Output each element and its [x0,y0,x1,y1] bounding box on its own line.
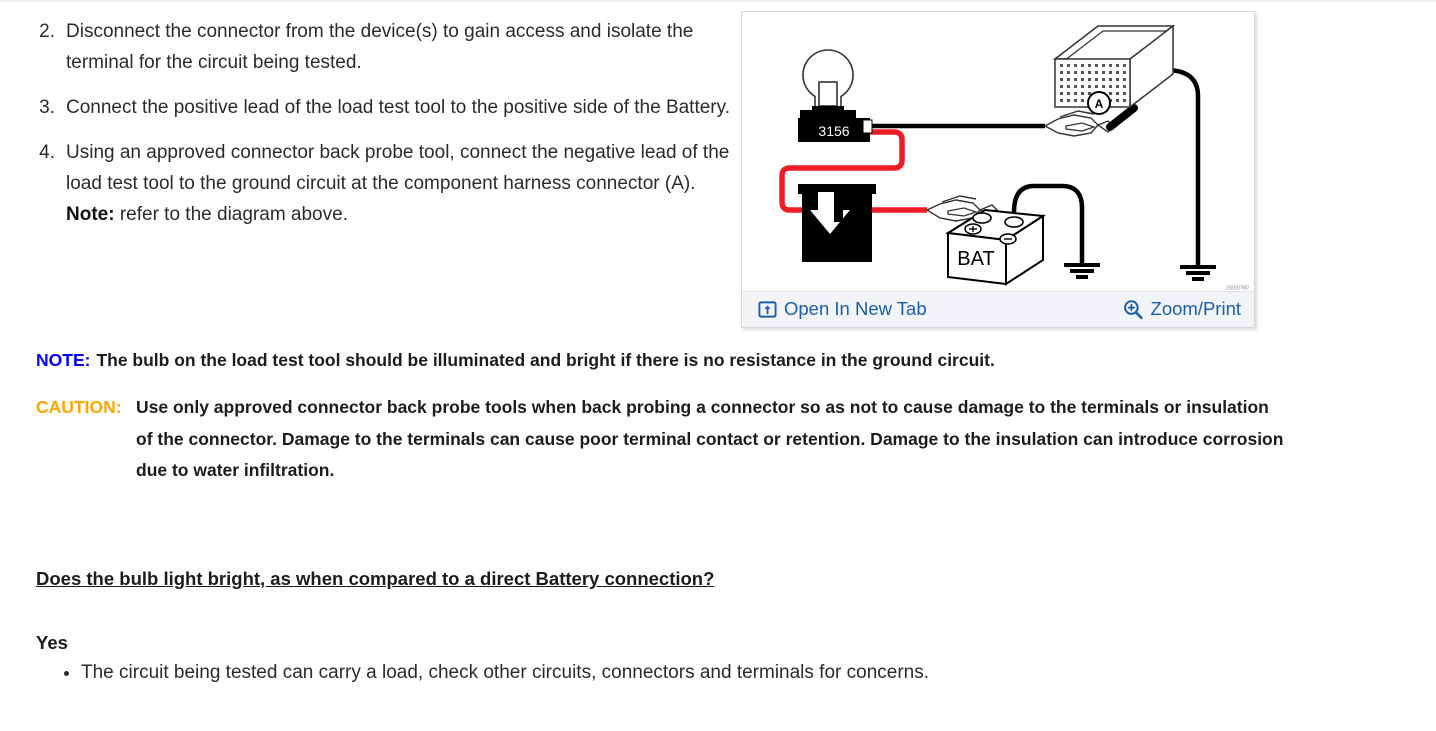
step-text-tail: refer to the diagram above. [114,204,348,225]
step-text: Disconnect the connector from the device(s) to gain access and isolate the terminal for the circuit being tested. [66,21,694,73]
figure-part-code: 2923007887 [1225,284,1249,291]
callout-a [1088,92,1110,114]
open-in-new-tab-label: Open In New Tab [784,298,927,320]
zoom-print-label: Zoom/Print [1150,298,1241,320]
answer-bullet-list [36,658,929,688]
caution-admonition [36,392,1286,487]
procedure-step [36,16,740,78]
step-note-label: Note: [66,204,115,225]
procedure-step [36,137,740,230]
magnifier-plus-icon [1122,299,1144,321]
battery-label: BAT [957,248,995,270]
procedure-step [36,92,740,123]
diagnostic-question: Does the bulb light bright, as when compared to a direct Battery connection? [36,568,715,589]
procedure-step-list [36,16,740,244]
caution-label: CAUTION: [36,397,122,417]
svg-text:A: A [1094,97,1104,111]
figure-panel [741,11,1255,328]
step-text-lead: Using an approved connector back probe tool, connect the negative lead of the load test tool to the ground circuit at the component harness connector (A). [66,142,730,194]
page-top-rule [0,0,1436,3]
open-in-new-tab-button[interactable] [758,300,927,319]
external-link-icon [758,300,777,319]
step-number: 3. [39,97,55,118]
bulb-part-label: 3156 [818,123,850,139]
figure-toolbar [742,291,1254,327]
step-number: 4. [39,142,55,163]
circuit-diagram-image[interactable] [742,12,1254,291]
list-item: • The circuit being tested can carry a load, check other circuits, connectors and terminals for concerns. [81,658,929,688]
step-number: 2. [39,21,55,42]
note-text: The bulb on the load test tool should be illuminated and bright if there is no resistance in the ground circuit. [96,350,995,370]
zoom-print-button[interactable] [1122,299,1241,321]
note-label: NOTE: [36,350,91,370]
answer-heading: Yes [36,632,68,653]
caution-text: Use only approved connector back probe tools when back probing a connector so as not to cause damage to the terminals or insulation of the connector. Damage to the terminals can cause poor terminal contact or retention. Damage to the insulation can introduce corrosion due to water infiltration. [136,397,1284,480]
step-text [66,137,740,230]
note-admonition [36,345,1396,377]
step-text: Connect the positive lead of the load test tool to the positive side of the Battery. [66,97,730,118]
